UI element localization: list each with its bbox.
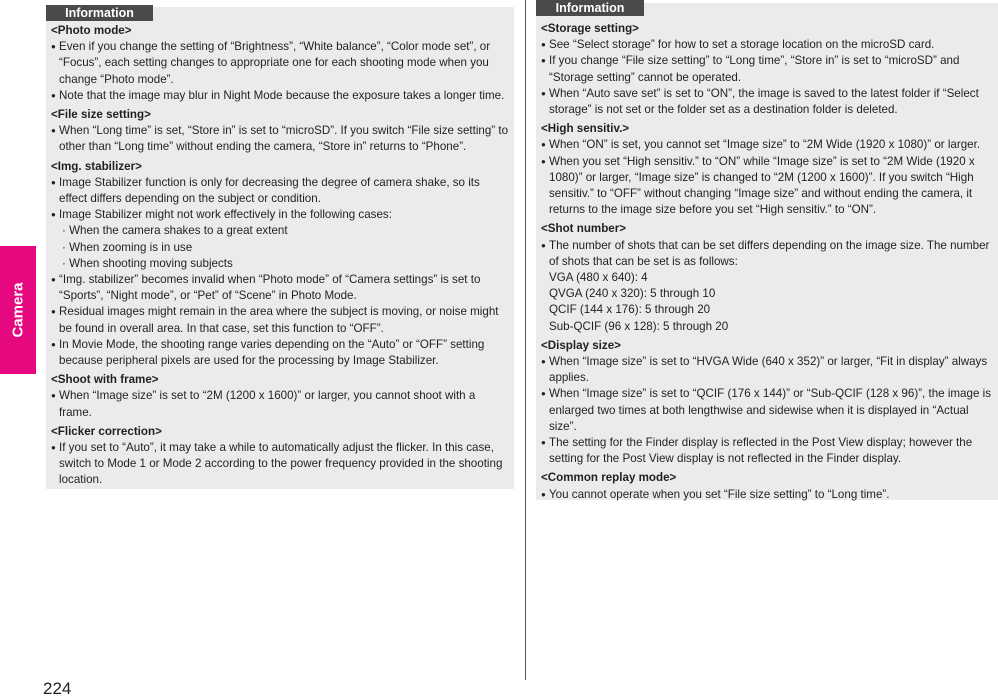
column-divider — [525, 0, 526, 680]
bullet-item: ● When “Image size” is set to “QCIF (176 x 144)” or “Sub-QCIF (128 x 96)”, the image is enlarged two times at both lengthwise and sidewise when it is displayed in “Actual size”. — [541, 386, 994, 435]
bullet-item: ● “Img. stabilizer” becomes invalid when “Photo mode” of “Camera settings” is set to “Sports”, “Night mode”, or “Pet” of “Scene” in Photo Mode. — [51, 272, 510, 304]
sub-list-item: · When zooming is in use — [51, 240, 510, 256]
right-information-panel — [536, 3, 998, 500]
section-photo-mode — [51, 23, 510, 104]
section-shot-number — [541, 221, 994, 334]
sub-list-item: · When the camera shakes to a great extent — [51, 223, 510, 239]
section-title: <Common replay mode> — [541, 471, 677, 485]
section-title: <High sensitiv.> — [541, 122, 630, 136]
section-shoot-with-frame — [51, 372, 510, 421]
bullet-item: ● When “ON” is set, you cannot set “Image size” to “2M Wide (1920 x 1080)” or larger. — [541, 137, 994, 153]
bullet-item: ● Even if you change the setting of “Brightness”, “White balance”, “Color mode set”, or “Focus”, each setting changes to appropriate one for each shooting mode when you change “Photo mode”. — [51, 39, 510, 88]
shot-count-line: VGA (480 x 640): 4 — [549, 271, 648, 285]
bullet-item: ● Image Stabilizer function is only for decreasing the degree of camera shake, so its effect differs depending on the subject or condition. — [51, 175, 510, 207]
section-file-size-setting — [51, 107, 510, 156]
page-number: 224 — [43, 679, 72, 697]
section-title: <Shoot with frame> — [51, 373, 159, 387]
bullet-item: ● See “Select storage” for how to set a storage location on the microSD card. — [541, 37, 994, 53]
bullet-item: ● Image Stabilizer might not work effectively in the following cases: — [51, 207, 510, 223]
sub-list-item: · When shooting moving subjects — [51, 256, 510, 272]
chapter-side-tab-label: Camera — [9, 282, 27, 338]
bullet-item: ● Residual images might remain in the area where the subject is moving, or noise might be found in overall area. In that case, set this function to “OFF”. — [51, 304, 510, 336]
section-title: <Flicker correction> — [51, 424, 162, 438]
bullet-item: ● When “Image size” is set to “HVGA Wide (640 x 352)” or larger, “Fit in display” always applies. — [541, 354, 994, 386]
shot-count-line: Sub-QCIF (96 x 128): 5 through 20 — [549, 319, 729, 333]
section-high-sensitiv — [541, 121, 994, 218]
left-panel-label: Information — [46, 5, 153, 21]
section-title: <Storage setting> — [541, 22, 639, 35]
section-title: <Shot number> — [541, 222, 627, 236]
bullet-item: ● When “Auto save set” is set to “ON”, the image is saved to the latest folder if “Select storage” is not set or the folder set as a destination folder is deleted. — [541, 86, 994, 118]
section-title: <Display size> — [541, 338, 621, 352]
section-img-stabilizer — [51, 159, 510, 370]
left-information-panel — [46, 7, 514, 489]
bullet-item: ● Note that the image may blur in Night Mode because the exposure takes a longer time. — [51, 88, 510, 104]
bullet-item: ● When you set “High sensitiv.” to “ON” while “Image size” is set to “2M Wide (1920 x 1080)” or larger, “Image size” is changed to “2M (1200 x 1600)”. If you switch “High sensitiv.” to “OFF” without changing “Image size” and without ending the camera, it returns to the image size before you set “High sensitiv.” to “ON”. — [541, 154, 994, 219]
shot-count-line: QCIF (144 x 176): 5 through 20 — [549, 303, 711, 317]
bullet-item: ● When “Long time” is set, “Store in” is set to “microSD”. If you switch “File size setting” to other than “Long time” without ending the camera, “Store in” returns to “Phone”. — [51, 123, 510, 155]
bullet-item: ● When “Image size” is set to “2M (1200 x 1600)” or larger, you cannot shoot with a frame. — [51, 388, 510, 420]
section-title: <Photo mode> — [51, 24, 132, 37]
bullet-item: ● If you set to “Auto”, it may take a while to automatically adjust the flicker. In this case, switch to Mode 1 or Mode 2 according to the power frequency provided in the shooting location. — [51, 440, 510, 489]
section-flicker-correction — [51, 424, 510, 489]
section-title: <Img. stabilizer> — [51, 159, 142, 173]
shot-count-line: QVGA (240 x 320): 5 through 10 — [549, 287, 716, 301]
section-title: <File size setting> — [51, 108, 151, 122]
right-panel-label: Information — [536, 0, 644, 16]
bullet-item: ● The number of shots that can be set differs depending on the image size. The number of shots that can be set is as follows: — [541, 238, 994, 270]
chapter-side-tab — [0, 246, 36, 374]
bullet-item: ● In Movie Mode, the shooting range varies depending on the “Auto” or “OFF” setting because peripheral pixels are used for the processing by Image Stabilizer. — [51, 337, 510, 369]
section-common-replay-mode — [541, 470, 994, 502]
bullet-item: ● If you change “File size setting” to “Long time”, “Store in” is set to “microSD” and “Storage setting” cannot be operated. — [541, 53, 994, 85]
bullet-item: ● You cannot operate when you set “File size setting” to “Long time”. — [541, 487, 994, 503]
bullet-item: ● The setting for the Finder display is reflected in the Post View display; however the setting for the Post View display is not reflected in the Finder display. — [541, 435, 994, 467]
section-display-size — [541, 338, 994, 468]
section-storage-setting — [541, 21, 994, 118]
